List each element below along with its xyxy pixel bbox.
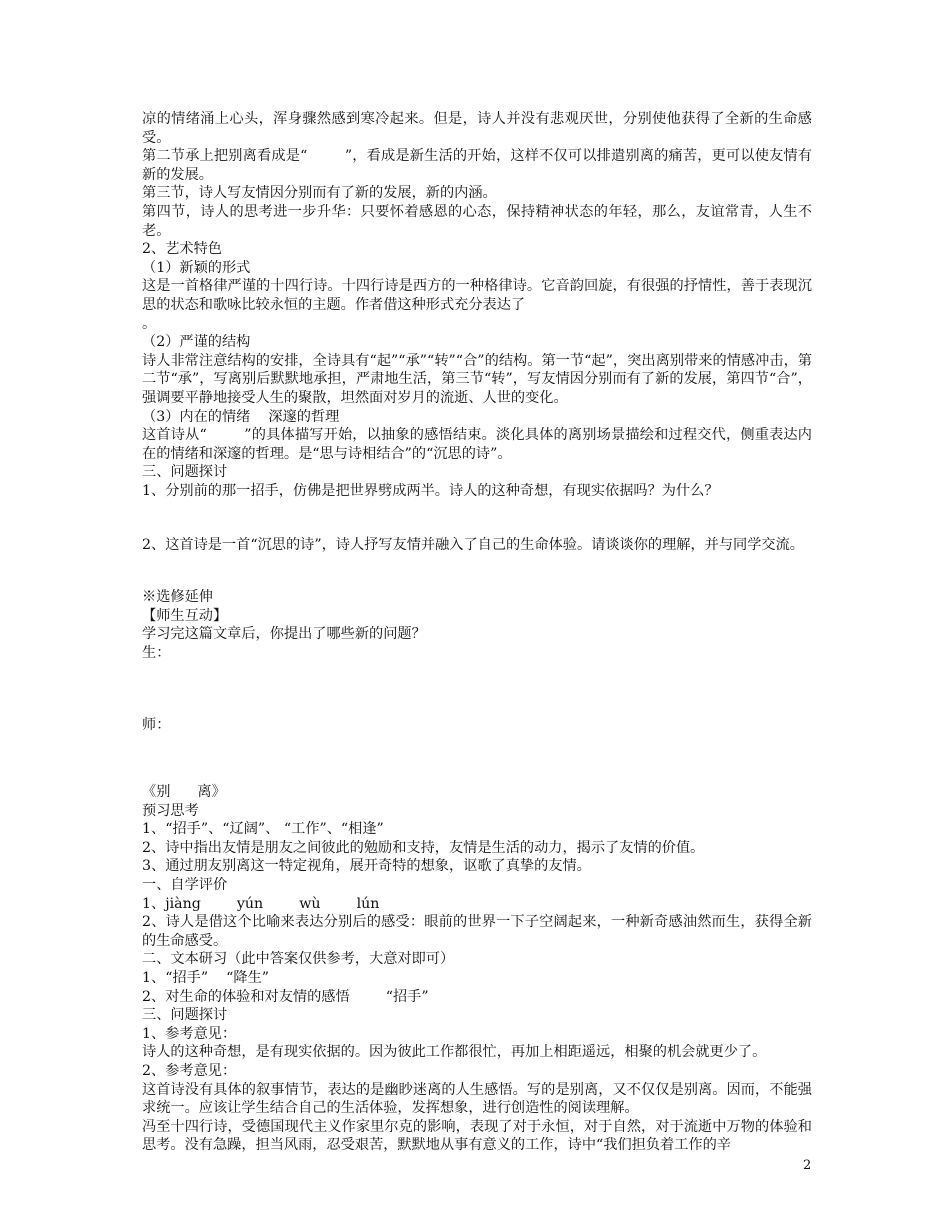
question: 2、这首诗是一首“沉思的诗”，诗人抒写友情并融入了自己的生命体验。请谈谈你的理解，并与同学交流。 [142, 537, 804, 554]
interaction-question: 学习完这篇文章后，你提出了哪些新的问题？ [142, 626, 426, 643]
answer-line: 2、诗中指出友情是朋友之间彼此的勉励和支持，友情是生活的动力，揭示了友情的价值。 [142, 839, 705, 856]
paragraph: 第四节，诗人的思考进一步升华：只要怀着感恩的心态，保持精神状态的年轻，那么，友谊常青，人生不老。 [142, 203, 812, 239]
paragraph: 诗人非常注意结构的安排，全诗具有“起”“承”“转”“合”的结构。第一节“起”，突出离别带来的情感冲击，第二节“承”，写离别后默默地承担，严肃地生活，第三节“转”，写友情因分别而有了新的发展，第四节“合”，强调要平静地接受人生的聚散，坦然面对岁月的流逝、人世的变化。 [142, 352, 812, 406]
extension-title: ※选修延伸 [142, 589, 213, 606]
answer-space [142, 662, 812, 716]
answer-line: 2、对生命的体验和对友情的感悟 “招手” [142, 988, 429, 1005]
section-heading: 三、问题探讨 [142, 1007, 228, 1024]
section-heading: 二、文本研习（此中答案仅供参考，大意对即可） [142, 951, 455, 968]
answer-space [142, 500, 812, 536]
section-heading: 2、艺术特色 [142, 241, 222, 258]
answer-line: 2、参考意见： [142, 1062, 237, 1079]
answer-line: 1、“招手”、“辽阔”、 “工作”、“相逢” [142, 821, 384, 838]
answer-title: 《别 离》 [142, 784, 226, 801]
answer-line: 冯至十四行诗，受德国现代主义作家里尔克的影响，表现了对于永恒，对于自然，对于流逝中万物的体验和思考。没有急躁，担当风雨，忍受艰苦，默默地从事有意义的工作，诗中“我们担负着工作的辛 [142, 1118, 812, 1154]
paragraph: 第三节，诗人写友情因分别而有了新的发展，新的内涵。 [142, 185, 497, 202]
answer-line: 1、参考意见： [142, 1025, 237, 1042]
document-body [142, 110, 812, 1155]
paragraph: 凉的情绪涌上心头，浑身骤然感到寒冷起来。但是，诗人并没有悲观厌世，分别使他获得了全新的生命感受。 [142, 111, 812, 146]
answer-line: 这首诗没有具体的叙事情节，表达的是幽眇迷离的人生感悟。写的是别离，又不仅仅是别离。因而，不能强求统一。应该让学生结合自己的生活体验，发挥想象，进行创造性的阅读理解。 [142, 1081, 812, 1117]
teacher-label: 师： [142, 717, 171, 734]
paragraph: 这是一首格律严谨的十四行诗。十四行诗是西方的一种格律诗。它音韵回旋，有很强的抒情性，善于表现沉思的状态和歌咏比较永恒的主题。作者借这种形式充分表达了 [142, 278, 812, 313]
answer-line: 1、jiàng yún wù lún [142, 895, 380, 912]
question: 1、分别前的那一招手，仿佛是把世界劈成两半。诗人的这种奇想，有现实依据吗？为什么？ [142, 482, 719, 499]
subsection-heading: （3）内在的情绪 深邃的哲理 [142, 408, 340, 425]
answer-line: 1、“招手” “降生” [142, 969, 270, 986]
section-heading: 三、问题探讨 [142, 464, 228, 481]
answer-line: 2、诗人是借这个比喻来表达分别后的感受：眼前的世界一下子空阔起来，一种新奇感油然而生，获得全新的生命感受。 [142, 914, 812, 949]
page-number: 2 [803, 1158, 812, 1173]
answer-line: 诗人的这种奇想，是有现实依据的。因为彼此工作都很忙，再加上相距遥远，相聚的机会就更少了。 [142, 1044, 767, 1061]
paragraph: 这首诗从“ ”的具体描写开始，以抽象的感悟结束。淡化具体的离别场景描绘和过程交代，侧重表达内在的情绪和深邃的哲理。是“思与诗相结合”的“沉思的诗”。 [142, 427, 812, 462]
section-heading: 一、自学评价 [142, 877, 228, 893]
answer-space [142, 735, 812, 783]
interaction-title: 【师生互动】 [142, 607, 228, 624]
answer-space [142, 555, 812, 588]
subsection-heading: （2）严谨的结构 [142, 334, 251, 351]
paragraph: 。 [142, 315, 157, 332]
student-label: 生： [142, 644, 171, 661]
section-heading: 预习思考 [142, 802, 199, 819]
answer-line: 3、通过朋友别离这一特定视角，展开奇特的想象，讴歌了真挚的友情。 [142, 858, 591, 875]
subsection-heading: （1）新颖的形式 [142, 259, 251, 276]
paragraph: 第二节承上把别离看成是“ ”，看成是新生活的开始，这样不仅可以排遣别离的痛苦，更可以使友情有新的发展。 [142, 148, 812, 183]
